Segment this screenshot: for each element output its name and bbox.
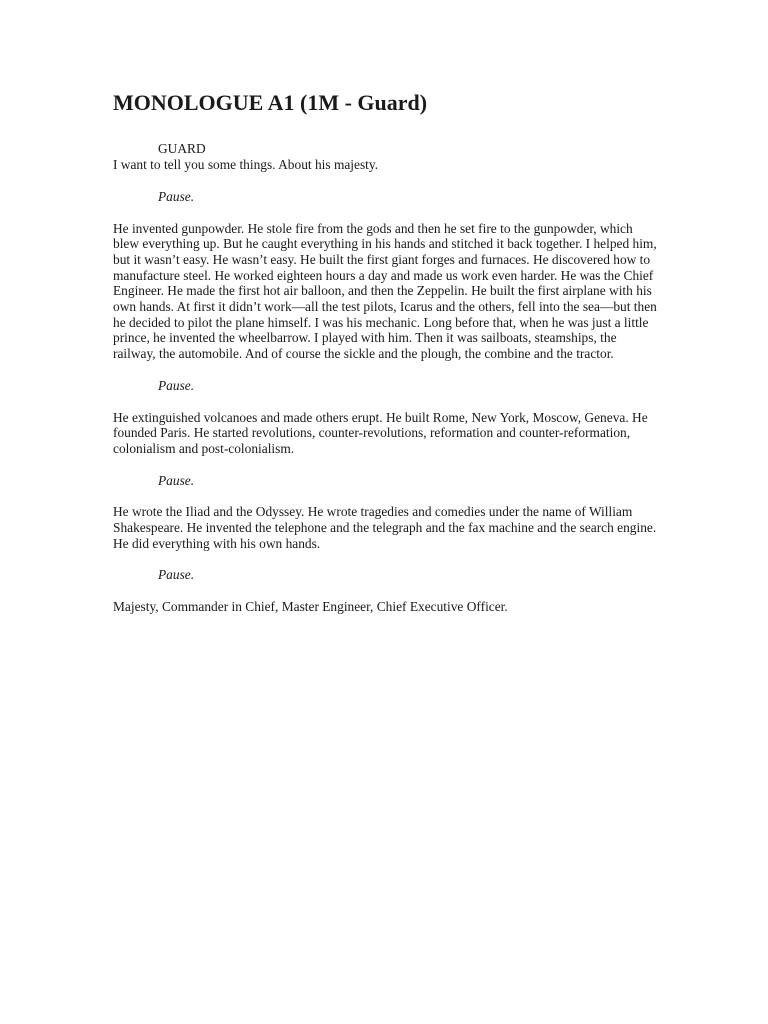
monologue-paragraph-3: He extinguished volcanoes and made others erupt. He built Rome, New York, Moscow, Geneva. He founded Paris. He started revolutions, counter-revolutions, reformation and counter-reformation, colonialism and post-colonialism. [113, 409, 648, 456]
stage-direction-2: Pause. [158, 377, 195, 393]
document-page [113, 90, 661, 615]
stage-direction-4: Pause. [158, 567, 195, 583]
stage-direction-1: Pause. [158, 188, 195, 204]
monologue-paragraph-2: He invented gunpowder. He stole fire from the gods and then he set fire to the gunpowder, which blew everything up. But he caught everything in his hands and stitched it back together. I helped him, but it wasn’t easy. He wasn’t easy. He built the first giant forges and furnaces. He discovered how to manufacture steel. He worked eighteen hours a day and made us work even harder. He was the Chief Engineer. He made the first hot air balloon, and then the Zeppelin. He built the first airplane with his own hands. At first it didn’t work—all the test pilots, Icarus and the others, fell into the sea—but then he decided to pilot the plane himself. I was his mechanic. Long before that, when he was just a little prince, he invented the wheelbarrow. I played with him. Then it was sailboats, steamships, the railway, the automobile. And of course the sickle and the plough, the combine and the tractor. [113, 220, 657, 362]
page-title: MONOLOGUE A1 (1M - Guard) [113, 90, 428, 115]
monologue-paragraph-5: Majesty, Commander in Chief, Master Engineer, Chief Executive Officer. [113, 599, 508, 615]
stage-direction-3: Pause. [158, 472, 195, 488]
speaker-name: GUARD [158, 141, 206, 157]
monologue-paragraph-4: He wrote the Iliad and the Odyssey. He wrote tragedies and comedies under the name of William Shakespeare. He invented the telephone and the telegraph and the fax machine and the search engine. He did everything with his own hands. [113, 504, 657, 551]
monologue-paragraph-1: I want to tell you some things. About his majesty. [113, 157, 379, 173]
